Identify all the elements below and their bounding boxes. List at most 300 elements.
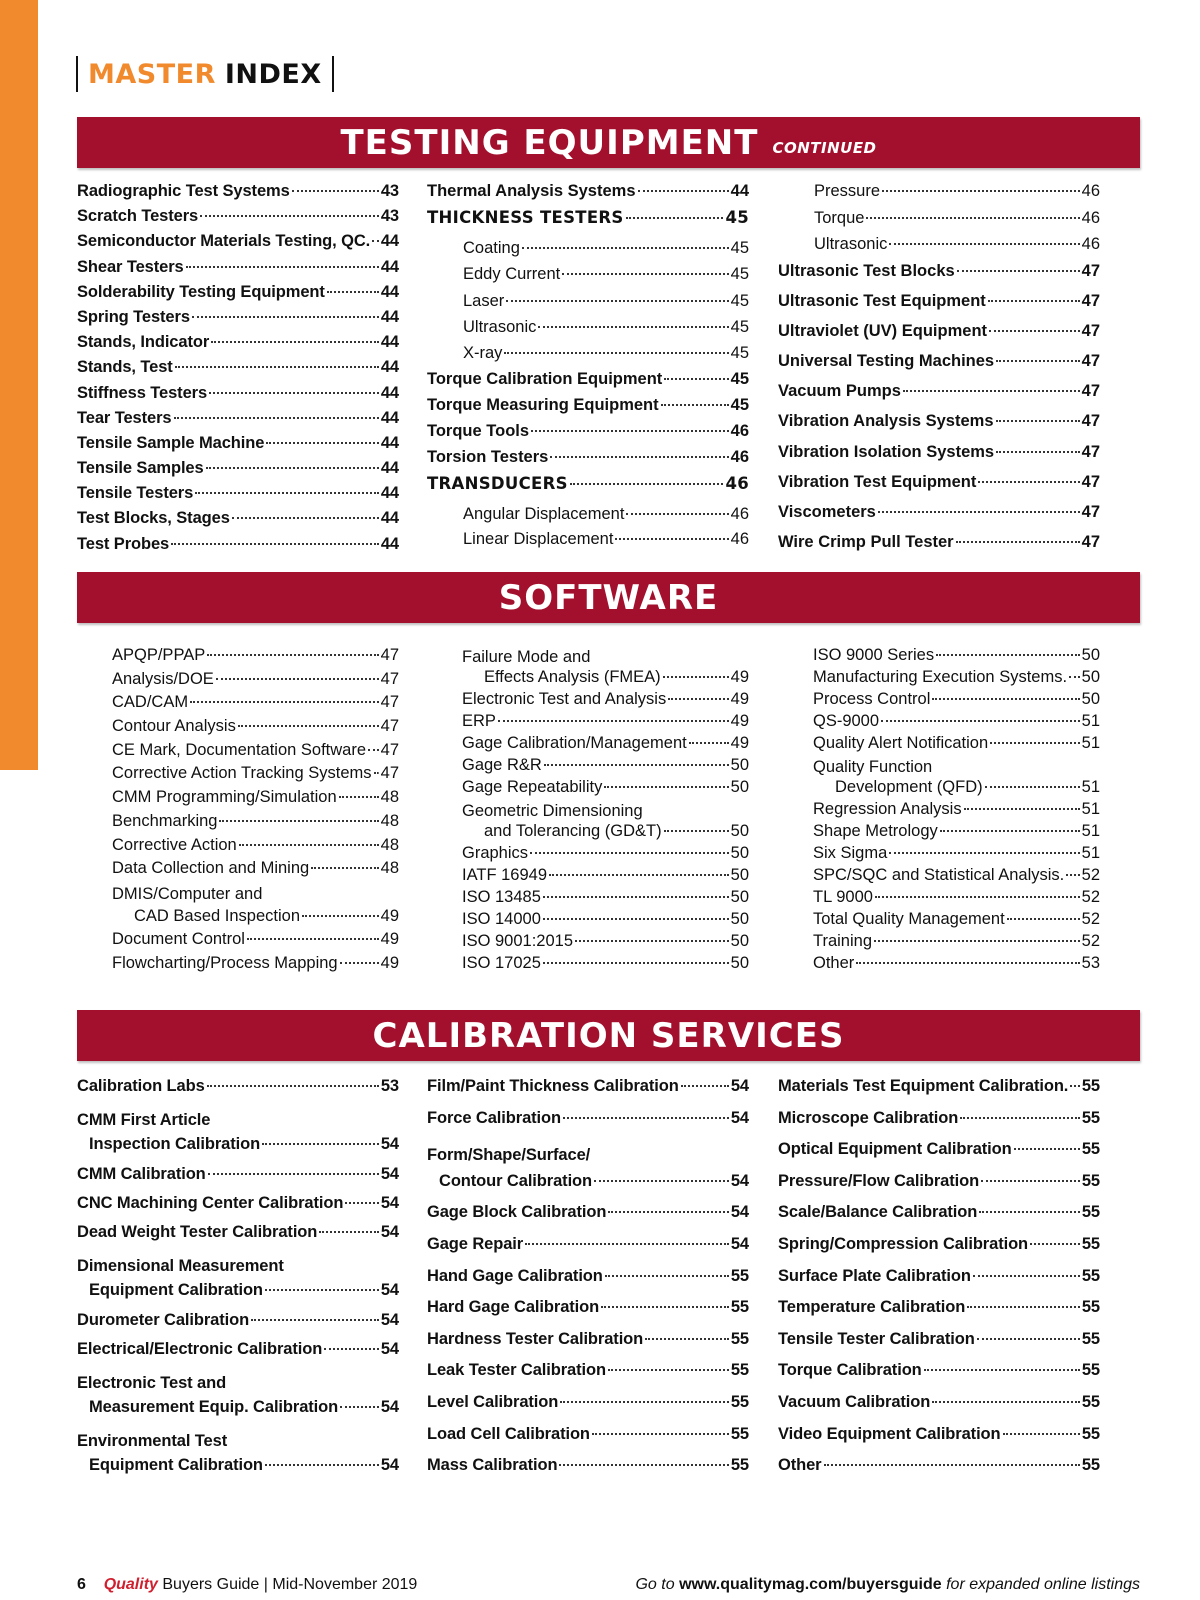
index-entry	[77, 535, 399, 560]
entry-label: Process Control	[813, 690, 931, 708]
entry-page-number: 47	[1081, 352, 1100, 371]
entry-label: Viscometers	[778, 503, 876, 521]
dot-leader	[207, 1085, 379, 1087]
dot-leader	[543, 962, 729, 964]
dot-leader	[538, 326, 728, 328]
entry-label: Gage R&R	[462, 756, 542, 774]
index-entry	[778, 1330, 1100, 1362]
dot-leader	[990, 742, 1079, 744]
index-entry-continued: Failure Mode and	[462, 648, 591, 666]
entry-label: CAD/CAM	[112, 693, 189, 712]
entry-label: Hardness Tester Calibration	[427, 1329, 644, 1348]
dot-leader	[936, 654, 1080, 656]
entry-label: Durometer Calibration	[77, 1310, 250, 1329]
index-entry-continued: Geometric Dimensioning	[462, 802, 643, 820]
index-entry	[778, 1172, 1100, 1204]
entry-page-number: 47	[380, 646, 399, 664]
dot-leader	[563, 1117, 729, 1119]
entry-label: Torque Measuring Equipment	[427, 396, 659, 415]
index-entry-continued: Environmental Test	[77, 1432, 228, 1451]
dot-leader	[175, 366, 379, 368]
entry-label: Equipment Calibration	[89, 1281, 263, 1300]
entry-label: Stiffness Testers	[77, 383, 208, 402]
entry-label: Analysis/DOE	[112, 669, 214, 688]
entry-page-number: 54	[380, 1456, 399, 1475]
entry-label: CAD Based Inspection	[134, 906, 301, 925]
dot-leader	[174, 417, 379, 419]
entry-page-number: 51	[1081, 712, 1100, 730]
entry-label: Mass Calibration	[427, 1456, 558, 1475]
entry-label: Solderability Testing Equipment	[77, 282, 325, 301]
index-entry	[427, 396, 749, 422]
entry-label: Stands, Indicator	[77, 333, 210, 352]
entry-page-number: 55	[1081, 1329, 1100, 1348]
entry-label: Universal Testing Machines	[778, 352, 995, 371]
entry-page-number: 44	[380, 307, 399, 326]
entry-page-number: 48	[380, 811, 399, 830]
index-entry	[462, 866, 749, 888]
index-entry-continued: Quality Function	[813, 758, 933, 776]
dot-leader	[661, 404, 729, 406]
entry-label: Torsion Testers	[427, 448, 549, 467]
entry-label: Six Sigma	[813, 844, 888, 862]
entry-page-number: 51	[1081, 844, 1100, 862]
sub-entry	[778, 235, 1100, 262]
entry-page-number: 49	[380, 906, 399, 925]
index-entry	[778, 322, 1100, 352]
entry-page-number: 55	[730, 1361, 749, 1380]
dot-leader	[881, 720, 1080, 722]
header-word-index: INDEX	[224, 58, 322, 90]
entry-page-number: 55	[1081, 1361, 1100, 1380]
entry-page-number: 44	[380, 333, 399, 352]
entry-page-number: 50	[730, 822, 749, 840]
index-entry	[813, 646, 1100, 668]
entry-page-number: 50	[730, 756, 749, 774]
entry-label: Level Calibration	[427, 1392, 559, 1411]
calibration-column-1	[77, 1077, 399, 1486]
header-word-master: MASTER	[88, 58, 216, 90]
entry-label: Inspection Calibration	[89, 1135, 261, 1154]
entry-label: Temperature Calibration	[778, 1298, 966, 1317]
entry-page-number: 43	[380, 207, 399, 226]
index-entry	[427, 1267, 749, 1299]
sub-entry	[427, 505, 749, 530]
dot-leader	[663, 676, 729, 678]
dot-leader	[996, 420, 1080, 422]
index-entry	[778, 1361, 1100, 1393]
entry-page-number: 47	[1081, 261, 1100, 280]
dot-leader	[1069, 676, 1080, 678]
entry-page-number: 44	[380, 383, 399, 402]
entry-page-number: 47	[1081, 382, 1100, 401]
dot-leader	[626, 217, 724, 219]
entry-page-number: 52	[1081, 866, 1100, 884]
index-entry	[77, 283, 399, 308]
index-entry	[813, 932, 1100, 954]
entry-page-number: 55	[1081, 1171, 1100, 1190]
entry-label: Materials Test Equipment Calibration.	[778, 1077, 1069, 1095]
entry-page-number: 54	[730, 1234, 749, 1253]
index-entry	[77, 509, 399, 534]
entry-page-number: 45	[730, 265, 749, 284]
entry-label: Manufacturing Execution Systems.	[813, 668, 1068, 686]
index-entry	[462, 668, 749, 690]
dot-leader	[562, 273, 728, 275]
entry-page-number: 45	[730, 370, 749, 389]
entry-label: Effects Analysis (FMEA)	[484, 668, 661, 686]
index-entry	[77, 308, 399, 333]
index-entry	[427, 1393, 749, 1425]
sub-entry	[778, 209, 1100, 236]
entry-label: Microscope Calibration	[778, 1108, 959, 1127]
sub-entry	[427, 530, 749, 555]
index-entry	[112, 670, 399, 694]
index-entry-continued: Form/Shape/Surface/	[427, 1146, 591, 1165]
entry-page-number: 50	[730, 844, 749, 862]
dot-leader	[960, 1117, 1080, 1119]
entry-label: and Tolerancing (GD&T)	[484, 822, 662, 840]
entry-page-number: 54	[380, 1281, 399, 1300]
entry-label: Spring Testers	[77, 307, 190, 326]
entry-label: Calibration Labs	[77, 1077, 205, 1095]
section-title: TESTING EQUIPMENT	[340, 122, 759, 163]
dot-leader	[292, 190, 379, 192]
index-entry	[813, 866, 1100, 888]
entry-page-number: 44	[380, 408, 399, 427]
index-entry	[77, 182, 399, 207]
dot-leader	[570, 483, 724, 485]
index-entry	[77, 358, 399, 383]
entry-label: Gage Calibration/Management	[462, 734, 687, 752]
index-entry	[778, 1077, 1100, 1109]
entry-label: CE Mark, Documentation Software	[112, 740, 367, 759]
index-entry	[427, 1456, 749, 1488]
entry-page-number: 48	[380, 835, 399, 854]
entry-page-number: 50	[1081, 690, 1100, 708]
entry-label: Test Probes	[77, 534, 170, 553]
entry-label: QS-9000	[813, 712, 880, 730]
website-link[interactable]: www.qualitymag.com/buyersguide	[679, 1576, 942, 1593]
dot-leader	[882, 190, 1080, 192]
index-entry	[112, 954, 399, 978]
dot-leader	[239, 844, 379, 846]
index-entry	[462, 822, 749, 844]
entry-page-number: 55	[1081, 1266, 1100, 1285]
entry-label: Vacuum Calibration	[778, 1392, 931, 1411]
entry-page-number: 55	[730, 1329, 749, 1348]
entry-page-number: 53	[380, 1077, 399, 1095]
index-entry	[778, 1298, 1100, 1330]
dot-leader	[689, 742, 729, 744]
index-entry	[77, 1311, 399, 1340]
dot-leader	[856, 962, 1079, 964]
entry-page-number: 55	[1081, 1234, 1100, 1253]
dot-leader	[605, 1275, 729, 1277]
index-entry	[813, 690, 1100, 712]
index-entry	[462, 712, 749, 734]
entry-label: Wire Crimp Pull Tester	[778, 533, 954, 552]
guide-name: Buyers Guide	[162, 1576, 260, 1593]
entry-page-number: 47	[1081, 442, 1100, 461]
master-index-header	[76, 56, 334, 92]
entry-label: Torque Calibration	[778, 1361, 922, 1380]
dot-leader	[504, 352, 728, 354]
entry-label: THICKNESS TESTERS	[427, 208, 624, 227]
entry-label: Scale/Balance Calibration	[778, 1203, 978, 1222]
dot-leader	[374, 772, 379, 774]
index-entry	[77, 1165, 399, 1194]
entry-label: Data Collection and Mining	[112, 859, 310, 878]
dot-leader	[594, 1180, 729, 1182]
index-entry	[462, 690, 749, 712]
entry-page-number: 54	[730, 1108, 749, 1127]
entry-page-number: 50	[730, 910, 749, 928]
section-title: SOFTWARE	[498, 577, 719, 618]
dot-leader	[1066, 874, 1079, 876]
index-entry	[77, 409, 399, 434]
index-entry	[813, 712, 1100, 734]
entry-label: ISO 17025	[462, 954, 541, 972]
index-entry	[427, 1361, 749, 1393]
testing-column-2	[427, 182, 749, 555]
dot-leader	[186, 266, 379, 268]
dot-leader	[979, 1211, 1080, 1213]
entry-page-number: 54	[380, 1339, 399, 1358]
dot-leader	[889, 852, 1079, 854]
dot-leader	[265, 1289, 379, 1291]
dot-leader	[543, 918, 729, 920]
dot-leader	[626, 513, 728, 515]
index-entry	[112, 930, 399, 954]
entry-page-number: 47	[380, 669, 399, 688]
entry-label: Vibration Isolation Systems	[778, 442, 995, 461]
software-column-2	[462, 646, 749, 976]
dot-leader	[195, 492, 379, 494]
entry-label: Laser	[463, 291, 505, 310]
entry-page-number: 46	[730, 530, 749, 549]
entry-page-number: 44	[380, 509, 399, 528]
entry-label: Electrical/Electronic Calibration	[77, 1339, 323, 1358]
dot-leader	[522, 247, 729, 249]
entry-page-number: 50	[730, 932, 749, 950]
entry-label: Measurement Equip. Calibration	[89, 1398, 339, 1417]
dot-leader	[996, 451, 1080, 453]
index-entry	[77, 207, 399, 232]
sub-entry	[427, 292, 749, 318]
dot-leader	[608, 1369, 729, 1371]
dot-leader	[560, 1401, 729, 1403]
index-entry	[813, 910, 1100, 932]
entry-label: Hard Gage Calibration	[427, 1298, 600, 1317]
dot-leader	[604, 786, 728, 788]
dot-leader	[608, 1211, 729, 1213]
dot-leader	[543, 896, 729, 898]
dot-leader	[973, 1275, 1080, 1277]
entry-page-number: 44	[380, 358, 399, 377]
dot-leader	[615, 538, 728, 540]
index-entry	[778, 533, 1100, 563]
dot-leader	[668, 698, 728, 700]
entry-label: ISO 14000	[462, 910, 541, 928]
dot-leader	[506, 300, 728, 302]
entry-label: Leak Tester Calibration	[427, 1361, 606, 1380]
entry-page-number: 50	[730, 778, 749, 796]
index-entry	[462, 778, 749, 800]
page-number: 6	[77, 1576, 86, 1593]
dot-leader	[247, 938, 379, 940]
entry-label: Other	[813, 954, 855, 972]
index-entry	[778, 443, 1100, 473]
index-entry	[112, 646, 399, 670]
entry-page-number: 45	[730, 317, 749, 336]
entry-label: APQP/PPAP	[112, 646, 206, 664]
dot-leader	[209, 392, 379, 394]
entry-label: Hand Gage Calibration	[427, 1266, 603, 1285]
software-column-1	[112, 646, 399, 978]
entry-page-number: 43	[380, 182, 399, 200]
dot-leader	[932, 1401, 1080, 1403]
entry-page-number: 53	[1081, 954, 1100, 972]
entry-page-number: 54	[380, 1310, 399, 1329]
index-entry	[778, 503, 1100, 533]
index-entry	[112, 693, 399, 717]
dot-leader	[372, 240, 379, 242]
dot-leader	[262, 1143, 379, 1145]
dot-leader	[874, 940, 1080, 942]
dot-leader	[266, 442, 379, 444]
index-entry	[112, 907, 399, 931]
index-entry	[813, 822, 1100, 844]
testing-column-3	[778, 182, 1100, 563]
index-entry	[778, 292, 1100, 322]
online-listings-text: for expanded online listings	[946, 1576, 1140, 1593]
entry-page-number: 45	[730, 344, 749, 363]
entry-label: Tensile Sample Machine	[77, 433, 265, 452]
dot-leader	[956, 541, 1080, 543]
dot-leader	[302, 915, 379, 917]
entry-label: Surface Plate Calibration	[778, 1266, 971, 1285]
index-entry	[778, 1425, 1100, 1457]
index-entry	[778, 1109, 1100, 1141]
index-entry	[462, 844, 749, 866]
index-entry	[778, 1393, 1100, 1425]
index-entry	[427, 1077, 749, 1109]
entry-label: X-ray	[463, 344, 503, 363]
index-entry	[427, 1425, 749, 1457]
dot-leader	[638, 190, 729, 192]
index-entry	[462, 932, 749, 954]
entry-label: Test Blocks, Stages	[77, 509, 230, 528]
entry-label: SPC/SQC and Statistical Analysis.	[813, 866, 1065, 884]
entry-label: Tensile Testers	[77, 484, 194, 503]
index-entry	[427, 1235, 749, 1267]
entry-page-number: 55	[1081, 1298, 1100, 1317]
entry-label: Regression Analysis	[813, 800, 962, 818]
entry-page-number: 55	[1081, 1456, 1100, 1475]
dot-leader	[957, 270, 1080, 272]
entry-page-number: 52	[1081, 932, 1100, 950]
entry-page-number: 55	[730, 1298, 749, 1317]
index-entry	[778, 1235, 1100, 1267]
entry-page-number: 44	[380, 257, 399, 276]
entry-label: Shape Metrology	[813, 822, 938, 840]
entry-label: Graphics	[462, 844, 529, 862]
dot-leader	[319, 1231, 379, 1233]
entry-page-number: 47	[380, 693, 399, 712]
index-entry	[427, 182, 749, 208]
entry-label: Linear Displacement	[463, 530, 614, 549]
entry-label: Tensile Tester Calibration	[778, 1329, 975, 1348]
entry-label: Coating	[463, 239, 520, 257]
entry-page-number: 45	[725, 208, 749, 227]
index-entry	[778, 1267, 1100, 1299]
entry-page-number: 54	[380, 1193, 399, 1212]
section-banner-calibration-services	[77, 1010, 1140, 1061]
dot-leader	[200, 215, 379, 217]
index-entry	[427, 1172, 749, 1204]
dot-leader	[232, 517, 379, 519]
index-entry	[112, 836, 399, 860]
entry-page-number: 44	[730, 182, 749, 200]
index-entry	[77, 1281, 399, 1310]
dot-leader	[207, 654, 378, 656]
index-entry	[77, 434, 399, 459]
entry-page-number: 55	[1081, 1424, 1100, 1443]
index-entry	[778, 352, 1100, 382]
index-entry	[813, 778, 1100, 800]
dot-leader	[875, 896, 1080, 898]
index-entry	[77, 1223, 399, 1252]
index-entry	[77, 384, 399, 409]
footer-right	[635, 1576, 1140, 1594]
dot-leader	[878, 511, 1080, 513]
index-entry	[77, 459, 399, 484]
dot-leader	[311, 867, 378, 869]
dot-leader	[1003, 1433, 1080, 1435]
entry-label: ERP	[462, 712, 496, 730]
entry-label: Contour Calibration	[439, 1171, 593, 1190]
calibration-column-3	[778, 1077, 1100, 1488]
entry-label: Training	[813, 932, 872, 950]
entry-page-number: 47	[1081, 321, 1100, 340]
entry-page-number: 47	[1081, 503, 1100, 521]
entry-page-number: 45	[730, 239, 749, 257]
dot-leader	[924, 1369, 1080, 1371]
entry-label: Benchmarking	[112, 811, 218, 830]
entry-label: Pressure	[814, 182, 881, 200]
index-entry	[112, 764, 399, 788]
entry-label: Development (QFD)	[835, 778, 983, 796]
dot-leader	[664, 378, 728, 380]
entry-label: Corrective Action Tracking Systems	[112, 764, 372, 783]
entry-page-number: 54	[380, 1164, 399, 1183]
dot-leader	[339, 796, 379, 798]
footer-separator: |	[263, 1576, 268, 1593]
entry-label: Other	[778, 1456, 822, 1475]
index-entry	[813, 800, 1100, 822]
entry-page-number: 44	[380, 484, 399, 503]
dot-leader	[251, 1319, 379, 1321]
entry-label: Torque Tools	[427, 422, 530, 441]
entry-label: CNC Machining Center Calibration	[77, 1193, 344, 1212]
index-entry	[77, 1077, 399, 1106]
index-entry	[77, 258, 399, 283]
sub-entry	[427, 239, 749, 265]
entry-page-number: 46	[725, 474, 749, 494]
index-entry-continued: Electronic Test and	[77, 1373, 227, 1392]
index-entry	[778, 412, 1100, 442]
